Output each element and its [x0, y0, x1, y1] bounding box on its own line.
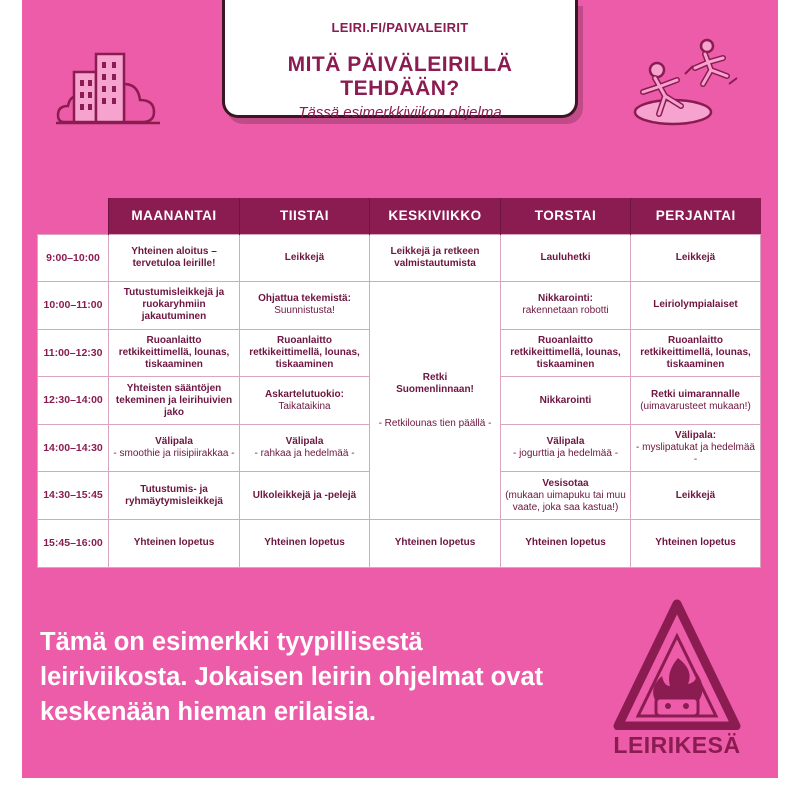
activity-cell	[501, 329, 631, 377]
activity-title: Leikkejä	[675, 489, 716, 501]
activity-title: Yhteinen lopetus	[394, 537, 476, 549]
day-header-monday: MAANANTAI	[109, 198, 240, 234]
activity-cell	[109, 472, 240, 520]
time-cell: 14:00–14:30	[38, 424, 109, 472]
activity-cell	[240, 424, 370, 472]
activity-title: Ruoanlaitto retkikeittimellä, lounas, tiskaaminen	[249, 334, 360, 370]
activity-note: - jogurttia ja hedelmää -	[512, 448, 619, 460]
activity-title: Leikkejä	[284, 251, 325, 263]
activity-cell	[631, 282, 761, 330]
activity-title: Ruoanlaitto retkikeittimellä, lounas, tiskaaminen	[640, 334, 751, 370]
activity-cell	[109, 520, 240, 568]
activity-title: Tutustumis- ja ryhmäytymisleikkejä	[125, 483, 223, 507]
activity-cell	[631, 472, 761, 520]
activity-note: - Retkilounas tien päällä -	[378, 417, 492, 429]
activity-title: Välipala	[546, 436, 585, 448]
activity-cell	[109, 424, 240, 472]
activity-title: Yhteinen aloitus – tervetuloa leirille!	[131, 245, 217, 269]
activity-title: Välipala	[285, 436, 324, 448]
campfire-logo-icon	[612, 598, 742, 730]
activity-note: Suunnistusta!	[274, 305, 335, 317]
activity-title: Leiriolympialaiset	[653, 299, 738, 311]
activity-title: Vesisotaa	[542, 477, 589, 489]
activity-cell	[109, 329, 240, 377]
activity-title: Nikkarointi	[539, 394, 592, 406]
table-row	[38, 520, 761, 568]
page-subtitle: Tässä esimerkkiviikon ohjelma	[298, 104, 502, 121]
activity-cell	[109, 377, 240, 425]
logo-text: LEIRIKESÄ	[613, 732, 741, 758]
activity-note: - rahkaa ja hedelmää -	[254, 448, 355, 460]
activity-cell	[240, 329, 370, 377]
page-title: MITÄ PÄIVÄLEIRILLÄ TEHDÄÄN?	[287, 53, 513, 100]
activity-cell	[501, 377, 631, 425]
activity-cell	[240, 282, 370, 330]
activity-title: Askartelutuokio:	[265, 388, 344, 400]
activity-cell	[501, 234, 631, 282]
city-buildings-icon	[54, 44, 164, 134]
header-card	[222, 0, 578, 121]
activity-title: Nikkarointi:	[537, 293, 593, 305]
day-header-thursday: TORSTAI	[501, 198, 631, 234]
activity-cell	[109, 282, 240, 330]
time-cell: 9:00–10:00	[38, 234, 109, 282]
activity-cell	[501, 424, 631, 472]
activity-cell	[240, 377, 370, 425]
activity-title: Leikkejä ja retkeen valmistautumista	[390, 245, 480, 269]
activity-title: Ruoanlaitto retkikeittimellä, lounas, tiskaaminen	[510, 334, 621, 370]
activity-cell	[631, 520, 761, 568]
activity-title: Ohjattua tekemistä:	[258, 293, 351, 305]
activity-cell	[109, 234, 240, 282]
activity-title: Ruoanlaitto retkikeittimellä, lounas, tiskaaminen	[118, 334, 230, 370]
activity-title: Yhteinen lopetus	[655, 537, 736, 549]
schedule-table	[37, 198, 761, 568]
kids-jumping-icon	[625, 34, 745, 134]
activity-note: - smoothie ja riisipiirakkaa -	[113, 448, 235, 460]
header-url[interactable]: LEIRI.FI/PAIVALEIRIT	[331, 20, 469, 35]
day-header-wednesday: KESKIVIIKKO	[370, 198, 501, 234]
activity-title: Retki uimarannalle	[651, 388, 740, 400]
activity-title: Ulkoleikkejä ja -pelejä	[252, 489, 357, 501]
activity-cell	[240, 520, 370, 568]
activity-cell	[631, 377, 761, 425]
activity-note: (uimavarusteet mukaan!)	[640, 400, 751, 412]
activity-note: Taikataikina	[278, 400, 331, 412]
activity-note: rakennetaan robotti	[522, 305, 609, 317]
activity-title: Yhteinen lopetus	[133, 537, 215, 549]
schedule-table-wrap	[37, 198, 760, 568]
activity-title: Yhteisten sääntöjen tekeminen ja leirihuivien jako	[115, 382, 233, 418]
activity-cell	[370, 234, 501, 282]
table-row	[38, 234, 761, 282]
activity-cell	[631, 424, 761, 472]
activity-title: Leikkejä	[675, 251, 716, 263]
activity-cell	[501, 472, 631, 520]
time-cell: 11:00–12:30	[38, 329, 109, 377]
time-cell: 12:30–14:00	[38, 377, 109, 425]
activity-title: Retki Suomenlinnaan!	[396, 371, 474, 395]
day-header-friday: PERJANTAI	[631, 198, 761, 234]
activity-title: Lauluhetki	[540, 251, 591, 263]
activity-note: (mukaan uimapuku tai muu vaate, joka saa kastua!)	[505, 489, 626, 513]
activity-title: Välipala	[155, 436, 193, 448]
header-blank-cell	[38, 198, 109, 234]
activity-cell	[631, 329, 761, 377]
table-row	[38, 282, 761, 330]
activity-title: Tutustumisleikkejä ja ruokaryhmiin jakautuminen	[123, 287, 225, 323]
time-cell: 15:45–16:00	[38, 520, 109, 568]
activity-cell	[501, 520, 631, 568]
activity-cell	[240, 234, 370, 282]
activity-title: Yhteinen lopetus	[525, 537, 606, 549]
activity-title: Välipala:	[674, 430, 717, 442]
activity-cell	[501, 282, 631, 330]
time-cell: 14:30–15:45	[38, 472, 109, 520]
activity-note: - myslipatukat ja hedelmää -	[636, 442, 755, 466]
activity-cell	[370, 520, 501, 568]
activity-cell	[240, 472, 370, 520]
activity-title: Yhteinen lopetus	[264, 537, 345, 549]
footer-text: Tämä on esimerkki tyypillisestä leiriviikosta. Jokaisen leirin ohjelmat ovat keskenään hieman erilaisia.	[40, 628, 544, 726]
time-cell: 10:00–11:00	[38, 282, 109, 330]
day-header-tuesday: TIISTAI	[240, 198, 370, 234]
activity-cell	[631, 234, 761, 282]
leirikesa-logo	[612, 598, 742, 758]
wednesday-trip-cell	[370, 282, 501, 520]
